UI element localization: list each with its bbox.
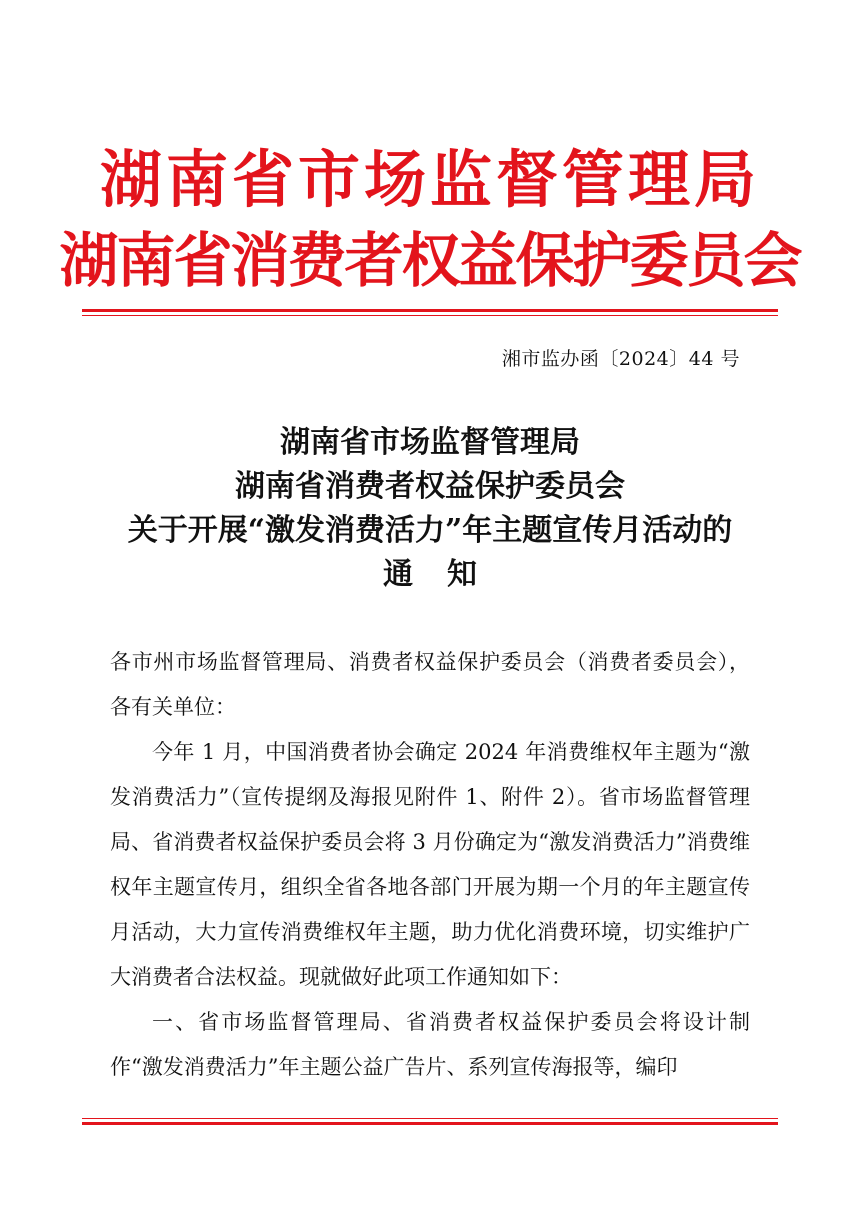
document-body xyxy=(110,640,750,1090)
org-header-market-regulation: 湖南省市场监督管理局 xyxy=(99,143,760,216)
title-line-2: 湖南省消费者权益保护委员会 xyxy=(235,469,625,504)
salutation: 各市州市场监督管理局、消费者权益保护委员会（消费者委员会），各有关单位： xyxy=(110,650,750,719)
document-title xyxy=(0,421,860,597)
body-paragraph-2: 一、省市场监督管理局、省消费者权益保护委员会将设计制作“激发消费活力”年主题公益广告片、系列宣传海报等，编印 xyxy=(110,1010,750,1079)
header-divider-thin xyxy=(82,315,778,316)
header-divider-thick xyxy=(82,309,778,312)
body-paragraph-1: 今年 1 月，中国消费者协会确定 2024 年消费维权年主题为“激发消费活力”（宣传提纲及海报见附件 1、附件 2）。省市场监督管理局、省消费者权益保护委员会将 3 月份确定为“激发消费活力”消费维权年主题宣传月，组织全省各地各部门开展为期一个月的年主题宣传月活动，大力宣传消费维权年主题，助力优化消费环境，切实维护广大消费者合法权益。现就做好此项工作通知如下： xyxy=(110,740,750,989)
org-header-consumer-council: 湖南省消费者权益保护委员会 xyxy=(59,226,801,295)
footer-divider-thick xyxy=(82,1122,778,1125)
title-line-3: 关于开展“激发消费活力”年主题宣传月活动的 xyxy=(127,513,733,548)
footer-divider-thin xyxy=(82,1118,778,1119)
title-line-notice: 通知 xyxy=(383,557,511,592)
document-number: 湘市监办函〔2024〕44 号 xyxy=(501,348,740,370)
title-line-1: 湖南省市场监督管理局 xyxy=(280,425,580,460)
